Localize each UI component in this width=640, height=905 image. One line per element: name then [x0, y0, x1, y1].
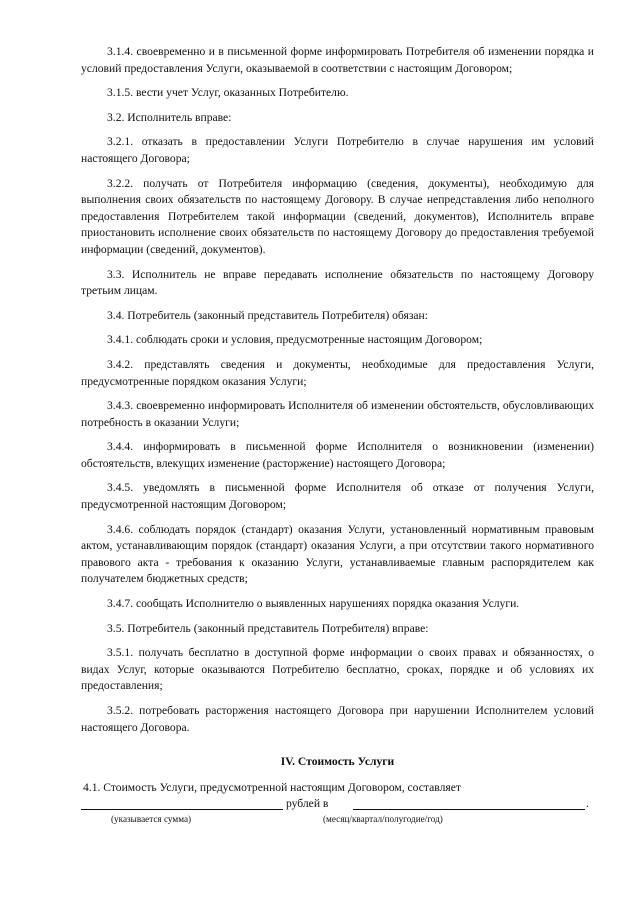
clause-3-4-4: 3.4.4. информировать в письменной форме Исполнителя о возникновении (изменении) обстоятельств, влекущих изменение (расторжение) настоящего Договора; [81, 440, 594, 470]
hint-period: (месяц/квартал/полугодие/год) [323, 814, 443, 825]
clause-3-1-5: 3.1.5. вести учет Услуг, оказанных Потребителю. [107, 86, 349, 100]
clause-3-4-7: 3.4.7. сообщать Исполнителю о выявленных нарушениях порядка оказания Услуги. [107, 597, 520, 611]
clause-3-3: 3.3. Исполнитель не вправе передавать исполнение обязательств по настоящему Договору третьим лицам. [81, 267, 594, 298]
period-blank-line[interactable] [353, 809, 585, 810]
clause-3-2-2: 3.2.2. получать от Потребителя информацию (сведения, документы), необходимую для выполнения своих обязательств по настоящему Договору. В случае непредставления либо неполного предоставления Потребителем такой информации (сведений, документов), Исполнитель вправе приостановить исполнение своих обязательств по настоящему Договору до предоставления требуемой информации (сведений, документов). [81, 176, 594, 256]
clause-3-4-1: 3.4.1. соблюдать сроки и условия, предусмотренные настоящим Договором; [107, 333, 483, 347]
clause-3-4-3: 3.4.3. своевременно информировать Исполнителя об изменении обстоятельств, обусловливающих потребность в оказании Услуги; [81, 399, 594, 429]
clause-3-5: 3.5. Потребитель (законный представитель Потребителя) вправе: [107, 621, 429, 635]
clause-3-4-6: 3.4.6. соблюдать порядок (стандарт) оказания Услуги, установленный нормативным правовым актом, устанавливающим порядок (стандарт) оказания Услуги, а при отсутствии такого нормативного правового акта - требования к оказанию Услуги, устанавливаемые главным распорядителем как получателем бюджетных средств; [81, 522, 594, 586]
clause-3-4: 3.4. Потребитель (законный представитель Потребителя) обязан: [107, 308, 428, 322]
clause-3-2-1: 3.2.1. отказать в предоставлении Услуги Потребителю в случае нарушения им условий настоящего Договора; [81, 135, 594, 165]
clause-3-4-2: 3.4.2. представлять сведения и документы, необходимые для предоставления Услуги, предусмотренные порядком оказания Услуги; [81, 357, 594, 388]
section-title: IV. Стоимость Услуги [280, 755, 395, 769]
clause-3-4-5: 3.4.5. уведомлять в письменной форме Исполнителя об отказе от получения Услуги, предусмотренной настоящим Договором; [81, 481, 594, 512]
rubles-label: рублей в [286, 797, 329, 811]
clause-4-1: 4.1. Стоимость Услуги, предусмотренной настоящим Договором, составляет [83, 781, 461, 795]
cost-fill-row [81, 796, 594, 812]
clause-3-2: 3.2. Исполнитель вправе: [107, 110, 232, 124]
document-page [81, 44, 594, 826]
clause-3-5-1: 3.5.1. получать бесплатно в доступной форме информации о своих правах и обязанностях, о видах Услуг, которые оказываются Потребителю бесплатно, сроках, порядке и об условиях их предоставления; [81, 646, 594, 693]
hint-sum: (указывается сумма) [111, 814, 192, 825]
clause-3-1-4: 3.1.4. своевременно и в письменной форме информировать Потребителя об изменении порядка и условий предоставления Услуги, оказываемой в соответствии с настоящим Договором; [81, 45, 594, 75]
clause-3-5-2: 3.5.2. потребовать расторжения настоящего Договора при нарушении Исполнителем условий настоящего Договора. [81, 704, 594, 734]
end-mark: . [586, 797, 589, 811]
hint-row [81, 812, 594, 826]
sum-blank-line[interactable] [81, 809, 283, 810]
